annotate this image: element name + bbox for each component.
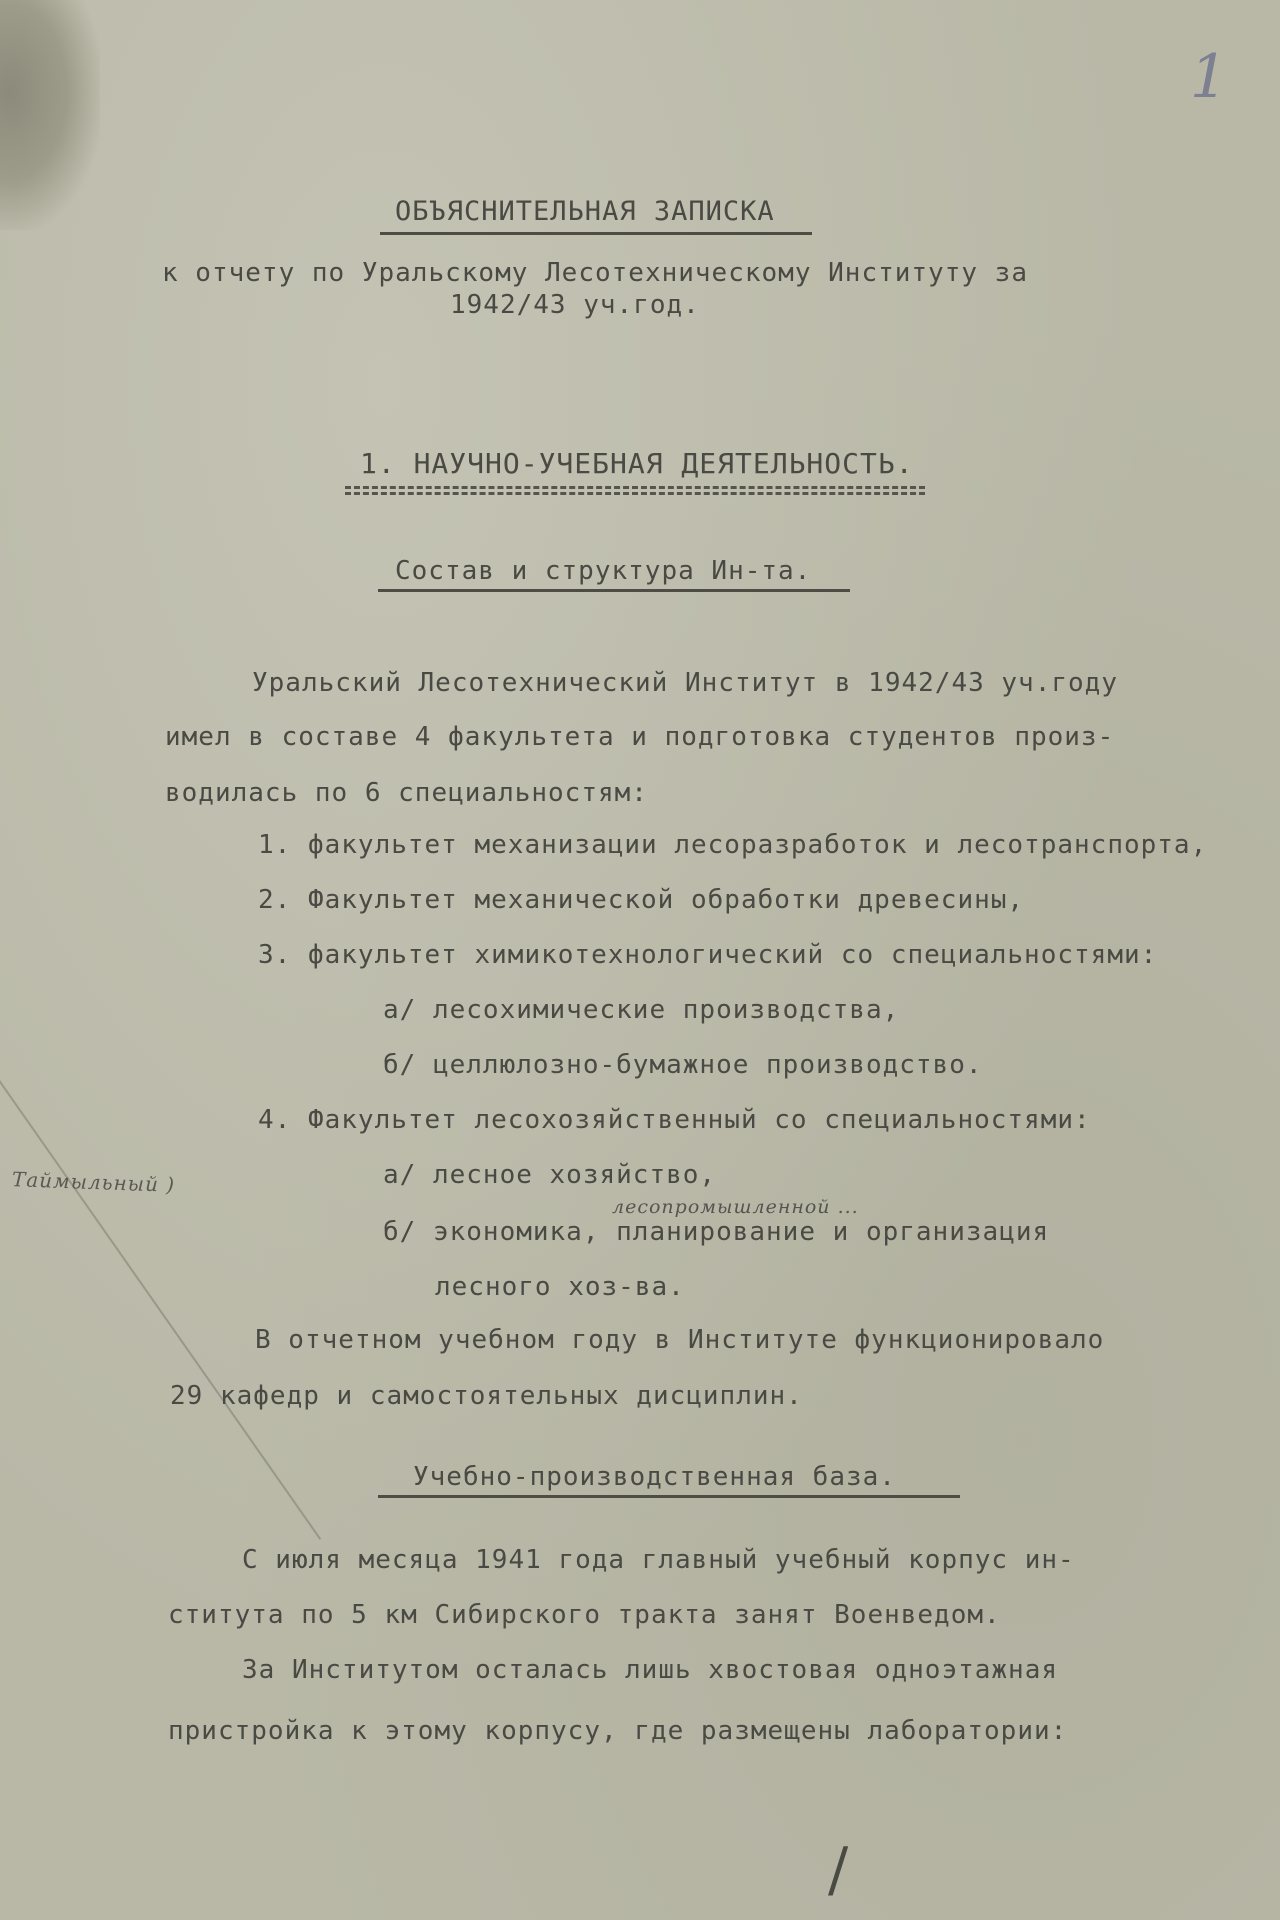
subsection-underline [378, 589, 850, 592]
specialty-item: б/ целлюлозно-бумажное производство. [383, 1050, 983, 1080]
paragraph-line: ститута по 5 км Сибирского тракта занят Военведом. [168, 1600, 1001, 1630]
bottom-pencil-mark: / [828, 1835, 849, 1905]
margin-handwritten-note: Таймыльный ) [11, 1167, 176, 1197]
paragraph-line: Уральский Лесотехнический Институт в 1942/43 уч.году [252, 668, 1118, 698]
handwritten-insert: лесопромышленной ... [612, 1196, 859, 1218]
paragraph-line: имел в составе 4 факультета и подготовка студентов произ- [165, 722, 1115, 752]
subsection-heading-base: Учебно-производственная база. [413, 1462, 896, 1492]
document-title: ОБЪЯСНИТЕЛЬНАЯ ЗАПИСКА [395, 196, 775, 227]
faculty-item: 1. факультет механизации лесоразработок и лесотранспорта, [258, 830, 1208, 860]
section-heading: 1. НАУЧНО-УЧЕБНАЯ ДЕЯТЕЛЬНОСТЬ. [360, 447, 914, 480]
subtitle-line-2: 1942/43 уч.год. [450, 290, 700, 320]
page-number: 1 [1189, 42, 1228, 112]
paragraph-line: 29 кафедр и самостоятельных дисциплин. [170, 1381, 803, 1411]
specialty-item: а/ лесохимические производства, [383, 995, 900, 1025]
faculty-item: 4. Факультет лесохозяйственный со специальностями: [258, 1105, 1091, 1135]
title-underline [380, 232, 812, 235]
paragraph-line: За Институтом осталась лишь хвостовая одноэтажная [242, 1655, 1059, 1685]
paragraph-line: В отчетном учебном году в Институте функционировало [255, 1325, 1105, 1355]
faculty-item: 3. факультет химикотехнологический со специальностями: [258, 940, 1158, 970]
paragraph-line: водилась по 6 специальностям: [165, 778, 648, 808]
paragraph-line: пристройка к этому корпусу, где размещены лаборатории: [168, 1716, 1068, 1746]
stain-mark [0, 0, 100, 230]
paragraph-line: С июля месяца 1941 года главный учебный корпус ин- [242, 1545, 1075, 1575]
section-heading-underline [345, 486, 925, 495]
specialty-item: лесного хоз-ва. [435, 1272, 685, 1302]
specialty-item: б/ экономика, планирование и организация [383, 1217, 1050, 1247]
faculty-item: 2. Факультет механической обработки древесины, [258, 885, 1025, 915]
subtitle-line-1: к отчету по Уральскому Лесотехническому Институту за [162, 258, 1028, 288]
subsection-heading-structure: Состав и структура Ин-та. [395, 556, 812, 586]
specialty-item: а/ лесное хозяйство, [383, 1160, 717, 1190]
subsection-underline [378, 1495, 960, 1498]
